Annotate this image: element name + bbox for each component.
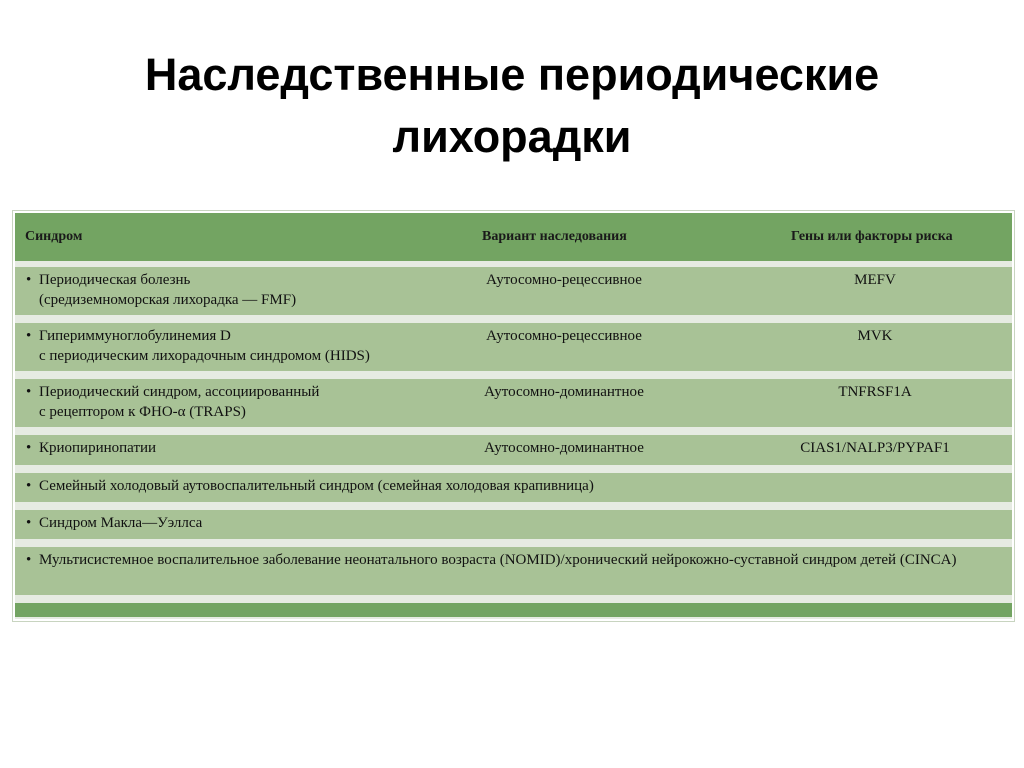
bullet: •: [26, 552, 32, 568]
syndrome-cell: [39, 270, 296, 310]
genes-cell: MVK: [857, 328, 893, 344]
bullet: •: [26, 384, 32, 400]
inheritance-cell: Аутосомно-доминантное: [484, 440, 644, 456]
header-syndrome: Синдром: [25, 229, 83, 244]
header-inheritance: Вариант наследования: [482, 229, 627, 244]
inheritance-cell: Аутосомно-рецессивное: [486, 272, 642, 288]
table-footer-bar: [15, 603, 1012, 617]
fever-table: [12, 210, 1015, 622]
table-header: [15, 213, 1012, 261]
table-row: [15, 267, 1012, 315]
genes-cell: MEFV: [854, 272, 896, 288]
genes-cell: TNFRSF1A: [838, 384, 912, 400]
bullet: •: [26, 515, 32, 531]
syndrome-line: с периодическим лихорадочным синдромом (HIDS): [39, 348, 370, 364]
table-row: [15, 323, 1012, 371]
inheritance-cell: Аутосомно-рецессивное: [486, 328, 642, 344]
syndrome-cell: [39, 326, 370, 366]
syndrome-line: Периодический синдром, ассоциированный: [39, 384, 320, 400]
table-row: [15, 435, 1012, 465]
bullet: •: [26, 328, 32, 344]
syndrome-cell: Семейный холодовый аутовоспалительный синдром (семейная холодовая крапивница): [39, 478, 594, 494]
syndrome-cell: [39, 382, 319, 422]
syndrome-line: Гипериммуноглобулинемия D: [39, 328, 231, 344]
syndrome-line: (средиземноморская лихорадка — FMF): [39, 292, 297, 308]
table-row: [15, 510, 1012, 539]
syndrome-cell: Синдром Макла—Уэллса: [39, 515, 203, 531]
table-row: [15, 473, 1012, 502]
bullet: •: [26, 440, 32, 456]
syndrome-cell: Мультисистемное воспалительное заболевание неонатального возраста (NOMID)/хронический нейрокожно-суставной синдром детей (CINCA): [39, 552, 957, 568]
syndrome-line: Периодическая болезнь: [39, 272, 191, 288]
bullet: •: [26, 478, 32, 494]
bullet: •: [26, 272, 32, 288]
header-genes: Гены или факторы риска: [791, 229, 953, 244]
table-row: [15, 379, 1012, 427]
title-line-2: лихорадки: [392, 111, 632, 162]
inheritance-cell: Аутосомно-доминантное: [484, 384, 644, 400]
slide-title: [0, 44, 1024, 168]
syndrome-cell: Криопиринопатии: [39, 440, 157, 456]
title-line-1: Наследственные периодические: [144, 49, 880, 100]
table-row: [15, 547, 1012, 595]
syndrome-line: с рецептором к ФНО-α (TRAPS): [39, 404, 246, 420]
genes-cell: CIAS1/NALP3/PYPAF1: [800, 440, 950, 456]
